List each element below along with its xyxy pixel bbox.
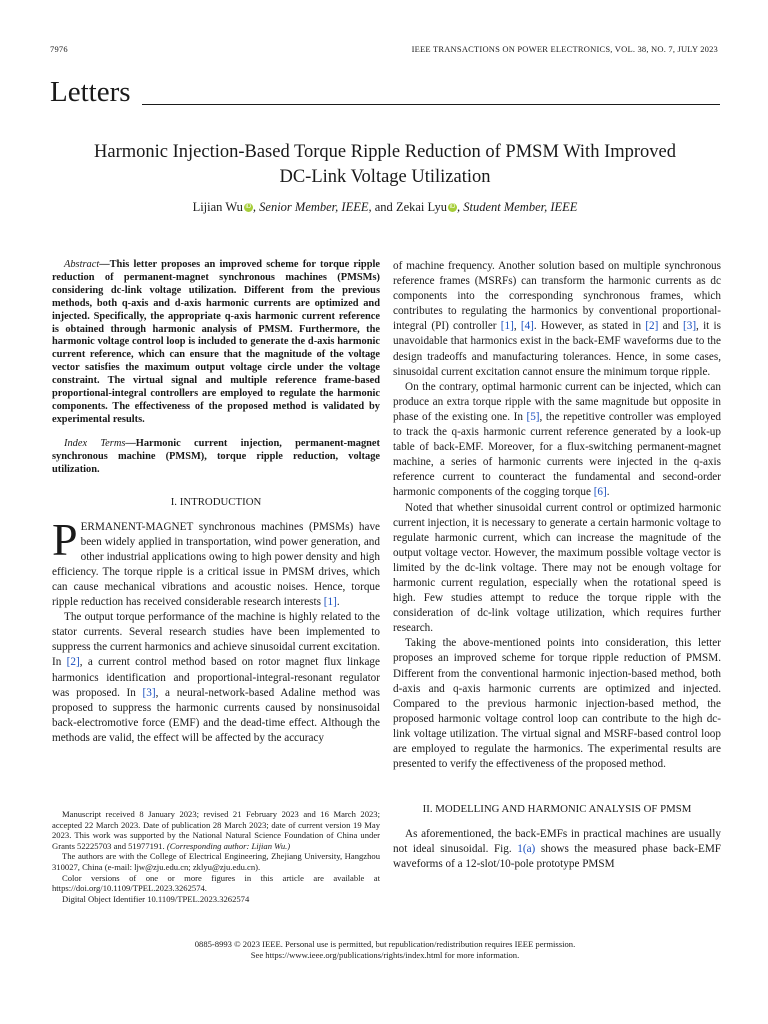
author-name: Zekai Lyu xyxy=(395,200,447,214)
orcid-icon[interactable]: iD xyxy=(449,204,456,210)
body-paragraph xyxy=(393,827,721,872)
body-paragraph: Taking the above-mentioned points into consideration, this letter proposes an improved scheme for torque ripple reduction of PMSM. Different from the conventional harmonic injection-based method, both d-axis and q-axis harmonic currents are optimized and injected. Compared to the previous harmonic injection-based method, the proposed harmonic voltage control loop can contribute to the high dc-link voltage utilization. The virtual signal and MSRF-based control loop are employed to regulate the harmonics. The experimental results are presented to verify the effectiveness of the proposed method. xyxy=(393,637,721,771)
copyright-line: 0885-8993 © 2023 IEEE. Personal use is permitted, but republication/redistribution requires IEEE permission. xyxy=(194,939,576,949)
orcid-icon[interactable]: iD xyxy=(245,204,252,210)
abstract-label: Abstract xyxy=(64,259,100,270)
citation-link[interactable]: [2] xyxy=(66,656,80,669)
body-paragraph xyxy=(393,380,721,501)
figure-link[interactable]: 1(a) xyxy=(517,843,536,856)
paper-title xyxy=(50,140,720,190)
copyright-footer xyxy=(50,939,720,961)
sec2-rest: F xyxy=(651,803,658,816)
sec2-initial: A xyxy=(586,803,597,816)
citation-link[interactable]: [2] xyxy=(645,320,659,333)
sec2-initial: O xyxy=(640,803,652,816)
citation-link[interactable]: [1] xyxy=(323,596,337,609)
footnote-text: Manuscript received 8 January 2023; revised 21 February 2023 and 16 March 2023; accepted 22 March 2023. Date of publication 28 March 2023; date of current version 19 May 2023. This work was supported by the National Natural Science Foundation of China under Grants 52225703 and 51977191. xyxy=(52,809,380,851)
citation-link[interactable]: [6] xyxy=(593,486,607,499)
journal-header: IEEE TRANSACTIONS ON POWER ELECTRONICS, VOL. 38, NO. 7, JULY 2023 xyxy=(411,44,718,54)
intro-p2-text: , a neural-network-based Adaline method was proposed to suppress the harmonic currents caused by nonsinusoidal back-electromotive force (EMF) and the dead-time effect. Although the methods are valid, the effect will be affected by the accuracy xyxy=(52,686,380,744)
section-rule xyxy=(142,104,720,105)
sec2-acronym: PMSM xyxy=(657,803,692,816)
abstract xyxy=(52,259,380,427)
body-text: . However, as stated in xyxy=(533,320,646,333)
sec2-rest: ARMONIC xyxy=(535,803,587,816)
body-paragraph: Noted that whether sinusoidal current control or optimized harmonic current injection, it is necessary to generate a certain harmonic voltage to regulate harmonic current, which can increase the magnitude of the output voltage vector. However, the maximum possible voltage vector is limited by the dc-link voltage. There may not be enough voltage for harmonic current regulation, especially when the rotational speed is high. Few studies attempt to reduce the torque ripple with the consideration of dc-link voltage utilization, which requires further research. xyxy=(393,501,721,635)
body-paragraph xyxy=(393,259,721,380)
title-line-1: Harmonic Injection-Based Torque Ripple Reduction of PMSM With Improved xyxy=(94,142,676,162)
footnotes xyxy=(52,809,380,904)
abstract-dash: — xyxy=(99,259,110,270)
intro-p1-text: ERMANENT-MAGNET synchronous machines (PMSMs) have been widely applied in transportation, wind power generation, and other industrial applications owing to high power density and high efficiency. The torque ripple is a critical issue in PMSM drives, which can cause mechanical vibrations and acoustic noises. Hence, torque ripple reduction has received considerable research interests xyxy=(52,520,380,609)
intro-p2-text: , a current control method based on rotor magnet flux linkage harmonics identification and proportional-integral-resonant regulator was proposed. In xyxy=(52,656,380,699)
author-conjunction: and xyxy=(371,200,396,214)
intro-heading-rest: NTRODUCTION xyxy=(183,495,262,508)
intro-heading-number: I. xyxy=(170,495,180,508)
body-text: of machine frequency. Another solution based on multiple synchronous reference frames (MSRFs) can transform the harmonic currents as dc components into the corresponding synchronous frames, which contributes to regulating the harmonics by conventional proportional-integral (PI) controller xyxy=(393,260,721,333)
footnote-manuscript xyxy=(52,809,380,851)
right-column xyxy=(393,259,721,873)
sec2-initial: A xyxy=(499,803,510,816)
section-label: Letters xyxy=(50,76,131,108)
sec2-initial: H xyxy=(524,803,536,816)
sec2-rest: NALYSIS xyxy=(596,803,641,816)
author-role: , Student Member, IEEE xyxy=(456,200,578,214)
body-text: , the repetitive controller was employed to track the q-axis harmonic current reference generated by a look-up table of back-EMF. Moreover, for a flux-switching permanent-magnet machine, a series of harmonic currents were injected in the q-axis reference current to counteract the fundamental and second-order harmonic components of the cogging torque xyxy=(393,410,722,499)
sec2-initial: M xyxy=(435,803,445,816)
citation-link[interactable]: [3] xyxy=(683,320,697,333)
sec2-number: II. xyxy=(422,803,436,816)
section-heading xyxy=(50,74,720,110)
index-terms-dash: — xyxy=(125,437,136,449)
index-terms xyxy=(52,438,380,477)
body-text: and xyxy=(658,320,683,333)
abstract-text: This letter proposes an improved scheme for torque ripple reduction of permanent-magnet synchronous machines (PMSMs) considering dc-link voltage utilization. Different from the previous methods, both q-axis and d-axis harmonic currents are optimized and injected. Specifically, the appropriate q-axis harmonic current reference is obtained through harmonic analysis of PMSM. Furthermore, the harmonic voltage control loop is included to generate the d-axis harmonic current reference, which can ensure that the magnitude of the voltage vector satisfies the maximum output voltage circle under the voltage constraint. The virtual signal and multiple reference frame-based proportional-integral controllers are employed to regulate the harmonic components. The effectiveness of the proposed method is validated by experimental results. xyxy=(52,259,380,425)
body-text: , it is unavoidable that harmonics exist in the back-EMF waveforms due to the design tradeoffs and manufacturing tolerances. Hence, in some cases, sinusoidal current excitation cannot ensure the minimum torque ripple. xyxy=(393,320,721,378)
citation-link[interactable]: [1] xyxy=(500,320,514,333)
footnote-affiliation: The authors are with the College of Electrical Engineering, Zhejiang University, Hangzhou 310027, China (e-mail: ljw@zju.edu.cn; zklyu@zju.edu.cn). xyxy=(52,851,380,872)
sec2-rest: ODELLING xyxy=(444,803,500,816)
footnote-color: Color versions of one or more figures in this article are available at https://doi.org/10.1109/TPEL.2023.3262574. xyxy=(52,872,380,894)
citation-link[interactable]: [5] xyxy=(526,410,540,423)
body-text: As aforementioned, the back-EMFs in practical machines are usually not ideal sinusoidal. Fig. xyxy=(393,828,721,856)
citation-link[interactable]: [4] xyxy=(520,320,534,333)
author-role: , Senior Member, IEEE, xyxy=(252,200,372,214)
page-number: 7976 xyxy=(50,44,68,54)
index-terms-text: Harmonic current injection, permanent-magnet synchronous machine (PMSM), torque ripple reduction, voltage utilization. xyxy=(52,437,380,475)
index-terms-label: Index Terms xyxy=(64,437,126,449)
sec2-rest: ND xyxy=(509,803,525,816)
intro-paragraph-1 xyxy=(52,513,380,611)
drop-cap: P xyxy=(52,513,78,565)
body-text: . xyxy=(606,486,610,499)
corresponding-author: (Corresponding author: Lijian Wu.) xyxy=(166,840,291,851)
rights-link[interactable]: See https://www.ieee.org/publications/rights/index.html for more information. xyxy=(250,950,520,960)
body-text: , xyxy=(513,320,521,333)
body-text: On the contrary, optimal harmonic current can be injected, which can produce an extra torque ripple with the same magnitude but opposite in phase of the existing one. In xyxy=(393,380,721,423)
intro-p2-text: The output torque performance of the machine is highly related to the stator currents. Several research studies have been implemented to suppress the current harmonics and achieve sinusoidal current excitation. In xyxy=(52,611,380,669)
intro-heading-initial: I xyxy=(179,495,184,508)
intro-heading xyxy=(52,495,380,510)
body-text: shows the measured phase back-EMF waveforms of a 12-slot/10-pole prototype PMSM xyxy=(393,843,721,871)
intro-p1-end: . xyxy=(336,596,340,609)
intro-paragraph-2 xyxy=(52,610,380,746)
author-line xyxy=(50,200,720,215)
author-name: Lijian Wu xyxy=(192,200,243,214)
citation-link[interactable]: [3] xyxy=(142,686,156,699)
left-column xyxy=(52,259,380,746)
footnote-doi: Digital Object Identifier 10.1109/TPEL.2023.3262574 xyxy=(62,893,250,904)
title-line-2: DC-Link Voltage Utilization xyxy=(279,167,491,187)
section-2-heading xyxy=(393,802,721,817)
